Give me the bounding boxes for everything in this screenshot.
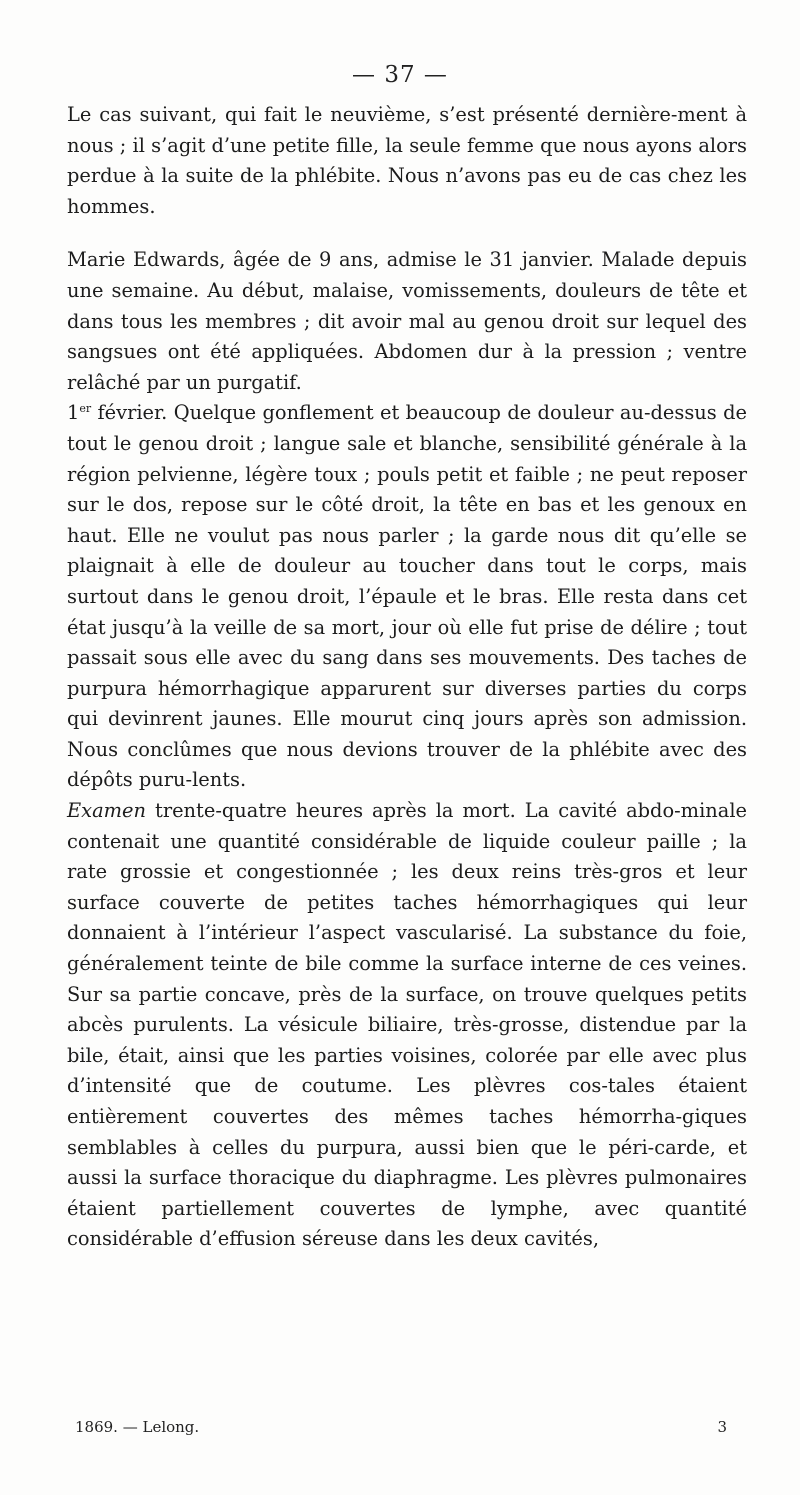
page-number: — 37 — — [352, 62, 448, 88]
paragraph-2: Marie Edwards, âgée de 9 ans, admise le 31 janvier. Malade depuis une semaine. Au début, malaise, vomissements, douleurs de tête et dans tous les membres ; dit avoir mal au genou droit sur lequel des sangsues ont été appliquées. Abdomen dur à la pression ; ventre relâché par un purgatif. — [67, 248, 747, 394]
paragraph-3 — [67, 398, 747, 796]
paragraph-3-day-superscript: er — [79, 402, 92, 416]
paragraph-gap — [67, 222, 747, 245]
paragraph-1: Le cas suivant, qui fait le neuvième, s’est présenté dernière-ment à nous ; il s’agit d’une petite fille, la seule femme que nous ayons alors perdue à la suite de la phlébite. Nous n’avons pas eu de cas chez les hommes. — [67, 103, 747, 218]
paragraph-3-text: février. Quelque gonflement et beaucoup de douleur au-dessus de tout le genou droit ; langue sale et blanche, sensibilité générale à la région pelvienne, légère toux ; pouls petit et faible ; ne peut reposer sur le dos, repose sur le côté droit, la tête en bas et les genoux en haut. Elle ne voulut pas nous parler ; la garde nous dit qu’elle se plaignait à elle de douleur au toucher dans tout le corps, mais surtout dans le genou droit, l’épaule et le bras. Elle resta dans cet état jusqu’à la veille de sa mort, jour où elle fut prise de délire ; tout passait sous elle avec du sang dans ses mouvements. Des taches de purpura hémorrhagique apparurent sur diverses parties du corps qui devinrent jaunes. Elle mourut cinq jours après son admission. Nous conclûmes que nous devions trouver de la phlébite avec des dépôts puru-lents. — [67, 401, 747, 792]
paragraph-4-text: trente-quatre heures après la mort. La cavité abdo-minale contenait une quantité considérable de liquide couleur paille ; la rate grossie et congestionnée ; les deux reins très-gros et leur surface couverte de petites taches hémorrhagiques qui leur donnaient à l’intérieur l’aspect vascularisé. La substance du foie, généralement teinte de bile comme la surface interne de ces veines. Sur sa partie concave, près de la surface, on trouve quelques petits abcès purulents. La vésicule biliaire, très-grosse, distendue par la bile, était, ainsi que les parties voisines, colorée par elle avec plus d’intensité que de coutume. Les plèvres cos-tales étaient entièrement couvertes des mêmes taches hémorrha-giques semblables à celles du purpura, aussi bien que le péri-carde, et aussi la surface thoracique du diaphragme. Les plèvres pulmonaires étaient partiellement couvertes de lymphe, avec quantité considérable d’effusion séreuse dans les deux cavités, — [67, 799, 747, 1251]
footer-imprint: 1869. — Lelong. — [75, 1418, 200, 1436]
paragraph-4 — [67, 796, 747, 1255]
paragraph-3-day: 1 — [67, 401, 80, 425]
body-text — [67, 100, 747, 1255]
page-footer — [75, 1418, 727, 1436]
signature-mark: 3 — [717, 1418, 727, 1436]
paragraph-4-lead: Examen — [67, 799, 147, 823]
